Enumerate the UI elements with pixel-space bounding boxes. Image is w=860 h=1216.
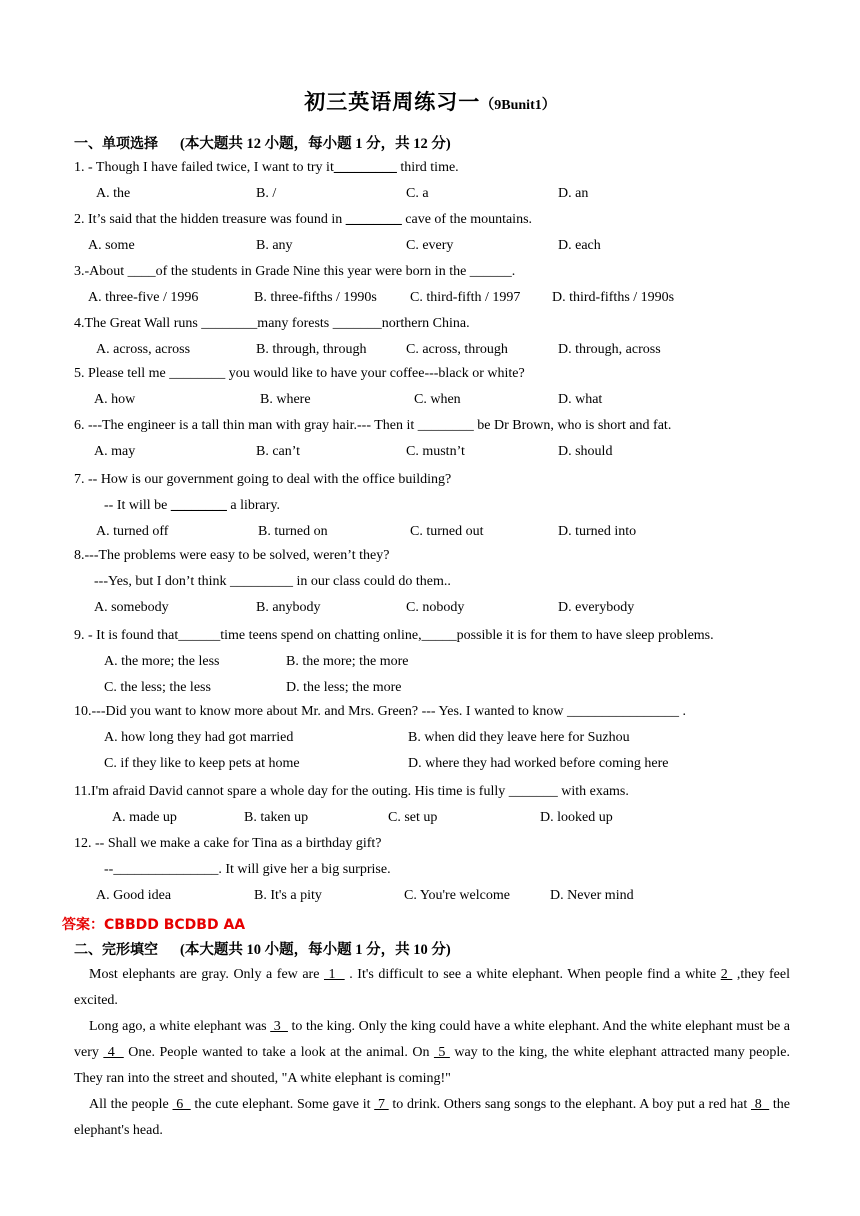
question-7-text: -- It will be [104,498,171,513]
passage-text: to the king. Only the king could have a white elephant. And the white elephant must be a very [74,1019,790,1060]
question-10: 10.---Did you want to know more about Mr. and Mrs. Green? --- Yes. I wanted to know ________________ . [74,704,687,719]
q3-option-c: C. third-fifth / 1997 [410,290,521,305]
q11-option-b: B. taken up [244,810,309,825]
passage-text: . It's difficult to see a white elephant. When people find a white [344,967,721,982]
cloze-blank-2: 2 [720,967,733,982]
section1-note: (本大题共 12 小题，每小题 1 分，共 12 分) [180,136,451,152]
q2-option-a: A. some [88,238,135,253]
question-9: 9. - It is found that______time teens spend on chatting online,_____possible it is for them to have sleep problems. [74,628,714,643]
q10-option-c: C. if they like to keep pets at home [104,756,300,771]
question-2-text-end: cave of the mountains. [401,212,533,227]
q7-option-b: B. turned on [258,524,328,539]
q6-option-c: C. mustn’t [406,444,465,459]
question-7: 7. -- How is our government going to deal with the office building? [74,472,452,487]
question-7-blank: ________ [170,498,227,513]
q6-option-d: D. should [558,444,613,459]
q4-option-c: C. across, through [406,342,508,357]
q11-option-c: C. set up [388,810,438,825]
q10-option-d: D. where they had worked before coming here [408,756,669,771]
passage-text: the elephant's head. [74,1097,791,1138]
q3-option-d: D. third-fifths / 1990s [552,290,675,305]
q8-option-d: D. everybody [558,600,635,615]
q12-option-a: A. Good idea [96,888,172,903]
passage-text: to drink. Others sang songs to the elephant. A boy put a red hat [388,1097,751,1112]
question-1-text: 1. - Though I have failed twice, I want to try it [74,160,334,175]
q3-option-a: A. three-five / 1996 [88,290,199,305]
q7-option-d: D. turned into [558,524,637,539]
title-unit: （9Bunit1） [480,98,556,113]
q12-option-c: C. You're welcome [404,888,510,903]
section1-heading [74,132,451,153]
q6-option-a: A. may [94,444,136,459]
q12-option-d: D. Never mind [550,888,634,903]
q9-option-b: B. the more; the more [286,654,409,669]
section2-title: 二、完形填空 [74,942,158,958]
question-11: 11.I'm afraid David cannot spare a whole day for the outing. His time is fully _______ with exams. [74,784,629,799]
q2-option-d: D. each [558,238,601,253]
passage-paragraph-3 [74,1092,790,1144]
passage-paragraph-2 [74,1014,790,1092]
question-2-text: 2. It’s said that the hidden treasure was found in [74,212,346,227]
q11-option-d: D. looked up [540,810,613,825]
q12-option-b: B. It's a pity [254,888,322,903]
q5-option-b: B. where [260,392,311,407]
cloze-blank-1: 1 [323,967,345,982]
question-12: 12. -- Shall we make a cake for Tina as a birthday gift? [74,836,382,851]
q3-option-b: B. three-fifths / 1990s [254,290,377,305]
question-3: 3.-About ____of the students in Grade Nine this year were born in the ______. [74,264,516,279]
q9-option-d: D. the less; the more [286,680,402,695]
title-main: 初三英语周练习一 [304,90,481,114]
page-title [0,86,860,116]
q10-option-a: A. how long they had got married [104,730,294,745]
q5-option-a: A. how [94,392,136,407]
q1-option-b: B. / [256,186,277,201]
q1-option-c: C. a [406,186,429,201]
question-5: 5. Please tell me ________ you would like to have your coffee---black or white? [74,366,525,381]
passage-text: way to the king, the white elephant attracted many people. They ran into the street and shouted, "A white elephant is coming!" [74,1045,790,1086]
question-1-text-end: third time. [396,160,459,175]
passage-text: Long ago, a white elephant was [89,1019,271,1034]
cloze-blank-6: 6 [172,1097,191,1112]
q1-option-a: A. the [96,186,131,201]
q2-option-c: C. every [406,238,454,253]
q7-option-c: C. turned out [410,524,484,539]
question-6: 6. ---The engineer is a tall thin man with gray hair.--- Then it ________ be Dr Brown, who is short and fat. [74,418,672,433]
q7-option-a: A. turned off [96,524,169,539]
q2-option-b: B. any [256,238,293,253]
q4-option-b: B. through, through [256,342,367,357]
q4-option-a: A. across, across [96,342,191,357]
passage-paragraph-1 [74,962,790,1014]
cloze-blank-5: 5 [433,1045,450,1060]
question-2 [74,212,532,228]
question-2-blank: ________ [345,212,402,227]
question-4: 4.The Great Wall runs ________many forests _______northern China. [74,316,470,331]
q6-option-b: B. can’t [256,444,301,459]
section2-note: (本大题共 10 小题，每小题 1 分，共 10 分) [180,942,451,958]
question-8: 8.---The problems were easy to be solved, weren’t they? [74,548,390,563]
q8-option-b: B. anybody [256,600,321,615]
q5-option-c: C. when [414,392,461,407]
question-8-line2: ---Yes, but I don’t think _________ in our class could do them.. [94,574,451,589]
passage-text: One. People wanted to take a look at the animal. On [123,1045,434,1060]
q9-option-a: A. the more; the less [104,654,220,669]
q11-option-a: A. made up [112,810,177,825]
question-1-blank: _________ [333,160,397,175]
q5-option-d: D. what [558,392,603,407]
passage-text: the cute elephant. Some gave it [190,1097,375,1112]
q4-option-d: D. through, across [558,342,661,357]
section2-heading [74,938,451,959]
cloze-blank-7: 7 [374,1097,389,1112]
passage-text: All the people [89,1097,173,1112]
question-12-line2: --_______________. It will give her a big surprise. [104,862,391,877]
q9-option-c: C. the less; the less [104,680,211,695]
passage-text: Most elephants are gray. Only a few are [89,967,324,982]
section1-title: 一、单项选择 [74,136,158,152]
cloze-blank-4: 4 [103,1045,124,1060]
q1-option-d: D. an [558,186,589,201]
cloze-blank-8: 8 [751,1097,770,1112]
answer-key: 答案：CBBDD BCDBD AA [62,917,246,933]
passage-text: ,they feel excited. [74,967,790,1008]
question-7-line2 [104,498,280,514]
question-7-text-end: a library. [226,498,280,513]
question-1 [74,160,459,176]
q8-option-a: A. somebody [94,600,169,615]
q8-option-c: C. nobody [406,600,465,615]
cloze-blank-3: 3 [270,1019,288,1034]
q10-option-b: B. when did they leave here for Suzhou [408,730,630,745]
